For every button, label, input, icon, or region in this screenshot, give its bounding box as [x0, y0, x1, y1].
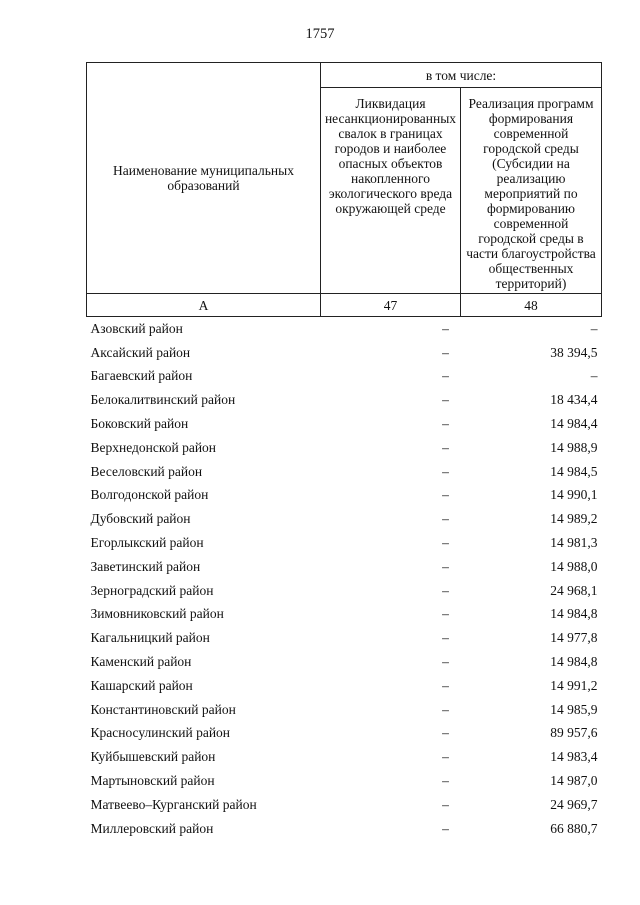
- municipality-name: Аксайский район: [90, 344, 191, 360]
- value-column-48: 14 984,5: [550, 463, 598, 479]
- municipality-name: Боковский район: [90, 416, 189, 432]
- table-row: [87, 436, 602, 460]
- table-row: [87, 722, 602, 746]
- municipality-name: Багаевский район: [90, 368, 193, 384]
- value-column-48: 14 988,9: [550, 439, 598, 455]
- municipality-name: Заветинский район: [90, 558, 201, 574]
- header-column-48: Реализация программ формирования современной городской среды (Субсидии на реализацию мероприятий по формированию современной городской среды в части благоустройства общественных территорий): [461, 88, 602, 294]
- value-column-47: –: [442, 368, 449, 384]
- table-row: [87, 793, 602, 817]
- table-row: [87, 817, 602, 841]
- value-column-47: –: [442, 439, 449, 455]
- header-group-label: в том числе:: [321, 63, 602, 88]
- table-row: [87, 460, 602, 484]
- municipality-name: Зерноградский район: [90, 582, 214, 598]
- value-column-48: 14 984,8: [550, 606, 598, 622]
- table-row: [87, 674, 602, 698]
- value-column-48: 14 987,0: [550, 773, 598, 789]
- table-row: [87, 698, 602, 722]
- value-column-48: –: [590, 368, 598, 384]
- budget-table: [86, 62, 602, 841]
- table-body: [87, 317, 602, 841]
- value-column-48: 14 981,3: [550, 535, 598, 551]
- table-row: [87, 365, 602, 389]
- municipality-name: Куйбышевский район: [90, 749, 216, 765]
- value-column-48: 24 969,7: [550, 796, 598, 812]
- value-column-48: 18 434,4: [550, 392, 598, 408]
- value-column-47: –: [442, 582, 449, 598]
- value-column-48: 89 957,6: [550, 725, 598, 741]
- municipality-name: Матвеево–Курганский район: [90, 796, 257, 812]
- value-column-48: 38 394,5: [550, 344, 598, 360]
- table-row: [87, 745, 602, 769]
- column-index-a: А: [87, 294, 321, 317]
- table-row: [87, 412, 602, 436]
- municipality-name: Мартыновский район: [90, 773, 215, 789]
- value-column-47: –: [442, 463, 449, 479]
- municipality-name: Белокалитвинский район: [90, 392, 236, 408]
- value-column-47: –: [442, 701, 449, 717]
- municipality-name: Красносулинский район: [90, 725, 231, 741]
- municipality-name: Егорлыкский район: [90, 535, 204, 551]
- value-column-47: –: [442, 749, 449, 765]
- municipality-name: Верхнедонской район: [90, 439, 217, 455]
- value-column-47: –: [442, 344, 449, 360]
- value-column-48: 14 984,8: [550, 654, 598, 670]
- value-column-48: –: [590, 320, 598, 336]
- value-column-48: 14 989,2: [550, 511, 598, 527]
- municipality-name: Константиновский район: [90, 701, 236, 717]
- header-column-47: Ликвидация несанкционированных свалок в границах городов и наиболее опасных объектов накопленного экологического вреда окружающей среде: [321, 88, 461, 294]
- header-name-column: Наименование муниципальных образований: [87, 63, 321, 294]
- table-row: [87, 484, 602, 508]
- column-index-48: 48: [461, 294, 602, 317]
- municipality-name: Дубовский район: [90, 511, 191, 527]
- table-row: [87, 603, 602, 627]
- value-column-48: 14 984,4: [550, 416, 598, 432]
- column-index-47: 47: [321, 294, 461, 317]
- table-row: [87, 531, 602, 555]
- table-row: [87, 769, 602, 793]
- table-row: [87, 341, 602, 365]
- value-column-48: 14 983,4: [550, 749, 598, 765]
- value-column-47: –: [442, 392, 449, 408]
- value-column-47: –: [442, 320, 449, 336]
- municipality-name: Зимовниковский район: [90, 606, 224, 622]
- municipality-name: Кагальницкий район: [90, 630, 210, 646]
- value-column-47: –: [442, 535, 449, 551]
- table-row: [87, 507, 602, 531]
- municipality-name: Азовский район: [90, 320, 183, 336]
- value-column-47: –: [442, 725, 449, 741]
- value-column-47: –: [442, 820, 449, 836]
- value-column-47: –: [442, 487, 449, 503]
- value-column-47: –: [442, 773, 449, 789]
- value-column-47: –: [442, 796, 449, 812]
- table-row: [87, 626, 602, 650]
- value-column-47: –: [442, 677, 449, 693]
- municipality-name: Веселовский район: [90, 463, 203, 479]
- value-column-47: –: [442, 558, 449, 574]
- value-column-48: 14 988,0: [550, 558, 598, 574]
- value-column-47: –: [442, 606, 449, 622]
- value-column-48: 14 985,9: [550, 701, 598, 717]
- page-number: 1757: [305, 26, 335, 42]
- municipality-name: Кашарский район: [90, 677, 193, 693]
- municipality-name: Каменский район: [90, 654, 192, 670]
- table-row: [87, 388, 602, 412]
- value-column-47: –: [442, 416, 449, 432]
- value-column-47: –: [442, 654, 449, 670]
- value-column-47: –: [442, 630, 449, 646]
- table-row: [87, 555, 602, 579]
- municipality-name: Миллеровский район: [90, 820, 214, 836]
- value-column-47: –: [442, 511, 449, 527]
- table-row: [87, 317, 602, 341]
- table-row: [87, 650, 602, 674]
- table-header: [87, 63, 602, 317]
- value-column-48: 66 880,7: [550, 820, 598, 836]
- value-column-48: 14 991,2: [550, 677, 598, 693]
- municipality-name: Волгодонской район: [90, 487, 209, 503]
- value-column-48: 24 968,1: [550, 582, 598, 598]
- value-column-48: 14 977,8: [550, 630, 598, 646]
- value-column-48: 14 990,1: [550, 487, 598, 503]
- table-row: [87, 579, 602, 603]
